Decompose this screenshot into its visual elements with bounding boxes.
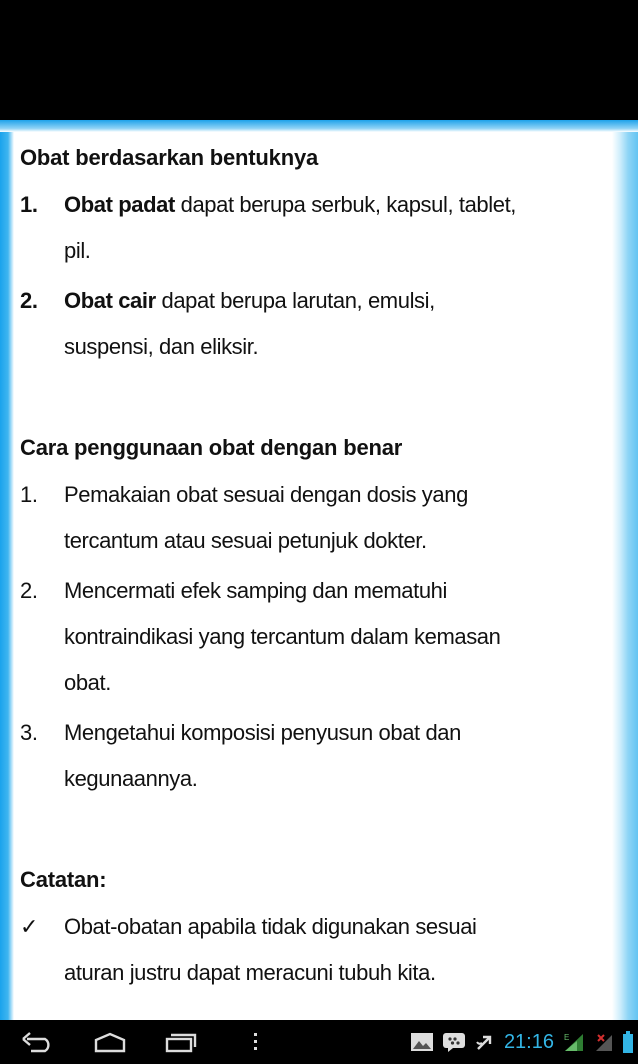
checkmark-icon: ✓ — [20, 914, 39, 939]
list-item — [20, 182, 620, 274]
list-item-bold: Obat padat — [64, 192, 175, 217]
back-button[interactable] — [18, 1028, 58, 1056]
list-item-bold: Obat cair — [64, 288, 156, 313]
signal-2-icon — [594, 1031, 614, 1053]
home-icon — [92, 1031, 128, 1053]
section-heading-usage: Cara penggunaan obat dengan benar — [20, 435, 403, 460]
list-item-number: 3. — [20, 720, 38, 745]
section-heading-forms: Obat berdasarkan bentuknya — [20, 145, 319, 170]
list-item-text: kontraindikasi yang tercantum dalam kemasan — [64, 624, 501, 649]
list-item-number: 1. — [20, 482, 38, 507]
gallery-icon — [410, 1031, 434, 1053]
recent-apps-button[interactable] — [160, 1028, 200, 1056]
svg-text:E: E — [564, 1033, 570, 1042]
list-item-number: 2. — [20, 578, 38, 603]
list-item-text: dapat berupa larutan, emulsi, — [155, 288, 435, 313]
signal-icon — [562, 1031, 586, 1053]
list-item-number: 2. — [20, 288, 38, 313]
list-item — [20, 904, 620, 996]
list-item — [20, 472, 620, 564]
list-item-text: Obat-obatan apabila tidak digunakan sesuai — [64, 914, 477, 939]
list-item — [20, 568, 620, 706]
usage-list — [20, 472, 620, 802]
battery-icon — [622, 1030, 634, 1054]
home-button[interactable] — [90, 1028, 130, 1056]
list-item-text: Mencermati efek samping dan mematuhi — [64, 578, 448, 603]
list-item — [20, 710, 620, 802]
status-area — [410, 1028, 634, 1056]
bbm-icon — [442, 1031, 466, 1053]
section-heading-notes: Catatan: — [20, 867, 107, 892]
list-item-number: 1. — [20, 192, 38, 217]
list-item-text: aturan justru dapat meracuni tubuh kita. — [64, 960, 436, 985]
list-item-text: pil. — [64, 238, 91, 263]
list-item-text: Pemakaian obat sesuai dengan dosis yang — [64, 482, 468, 507]
top-black-area — [0, 0, 638, 120]
list-item-text: obat. — [64, 670, 111, 695]
back-icon — [21, 1031, 55, 1053]
forms-list — [20, 182, 620, 370]
recent-apps-icon — [163, 1031, 197, 1053]
list-item-text: Mengetahui komposisi penyusun obat dan — [64, 720, 461, 745]
clock-time: 21:16 — [503, 1030, 554, 1053]
list-item-text: kegunaannya. — [64, 766, 198, 791]
menu-button[interactable] — [244, 1028, 268, 1056]
slide-content — [20, 140, 620, 996]
slide — [0, 120, 638, 1020]
list-item-text: suspensi, dan eliksir. — [64, 334, 259, 359]
list-item-text: dapat berupa serbuk, kapsul, tablet, — [174, 192, 517, 217]
missed-call-icon — [474, 1031, 496, 1053]
list-item — [20, 278, 620, 370]
notes-list — [20, 904, 620, 996]
list-item-text: tercantum atau sesuai petunjuk dokter. — [64, 528, 427, 553]
menu-icon — [253, 1032, 259, 1052]
system-nav-bar — [0, 1020, 638, 1064]
